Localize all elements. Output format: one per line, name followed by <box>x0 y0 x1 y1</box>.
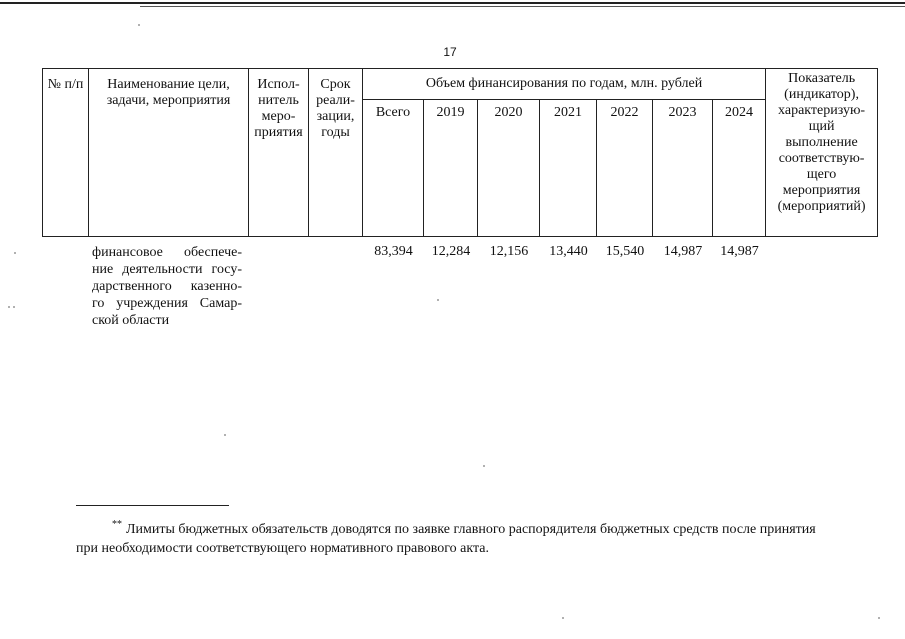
header-cell-year-2019: 2019 <box>424 100 478 237</box>
row-name-line: ской области <box>92 313 170 328</box>
header-cell-indicator: Показатель (индикатор), характеризую- щий выполнение соответствую- щего мероприятия (мероприятий) <box>766 69 878 237</box>
header-cell-num: № п/п <box>43 69 89 237</box>
header-cell-year-2023: 2023 <box>653 100 713 237</box>
row-name-line: финансовое обеспече- <box>92 245 242 260</box>
scan-speck <box>8 306 10 308</box>
footnote <box>76 520 836 558</box>
header-cell-term: Срок реали- зации, годы <box>309 69 363 237</box>
scan-speck <box>437 299 439 301</box>
row-value-2021: 13,440 <box>549 244 588 259</box>
row-value-total: 83,394 <box>374 244 413 259</box>
financing-table <box>42 68 878 237</box>
header-cell-year-2022: 2022 <box>597 100 653 237</box>
scan-speck <box>878 617 880 619</box>
row-name-text <box>92 244 242 329</box>
footnote-marker: ** <box>112 519 122 531</box>
scan-speck <box>562 617 564 619</box>
footnote-separator <box>76 505 229 506</box>
scan-speck <box>13 306 15 308</box>
top-border-line-thin <box>140 6 905 7</box>
scan-speck <box>483 465 485 467</box>
header-cell-year-2021: 2021 <box>540 100 597 237</box>
page-number: 17 <box>443 45 457 59</box>
scan-speck <box>224 434 226 436</box>
row-name-line: дарственного казенно- <box>92 279 242 294</box>
header-cell-year-2020: 2020 <box>478 100 540 237</box>
row-value-2019: 12,284 <box>431 244 471 259</box>
row-name-line: го учреждения Самар- <box>92 296 242 311</box>
footnote-text: Лимиты бюджетных обязательств доводятся по заявке главного распорядителя бюджетных средств после принятия при необходимости соответствующего нормативного правового акта. <box>76 522 816 556</box>
header-cell-name: Наименование цели, задачи, мероприятия <box>89 69 249 237</box>
header-cell-executor: Испол- нитель меро- приятия <box>249 69 309 237</box>
row-value-2024: 14,987 <box>720 244 759 259</box>
scan-speck <box>138 24 140 26</box>
header-cell-total: Всего <box>363 100 424 237</box>
row-value-2023: 14,987 <box>663 244 703 259</box>
scan-speck <box>14 252 16 254</box>
row-value-2020: 12,156 <box>489 244 529 259</box>
row-name-line: ние деятельности госу- <box>92 262 242 277</box>
top-border-line <box>0 2 905 4</box>
header-cell-funding-group: Объем финансирования по годам, млн. рублей <box>363 69 766 100</box>
row-value-2022: 15,540 <box>605 244 645 259</box>
header-cell-year-2024: 2024 <box>713 100 766 237</box>
